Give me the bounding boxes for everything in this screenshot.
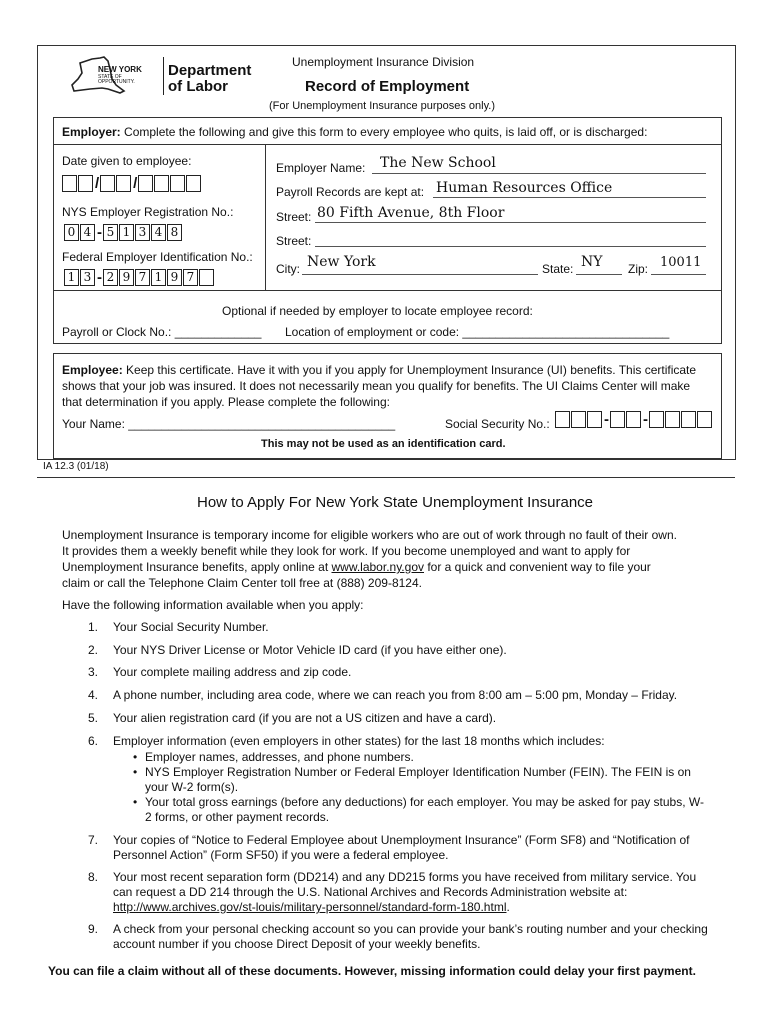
employee-name-field[interactable]: Your Name: ________________________________________ xyxy=(62,417,396,431)
payroll-location-line xyxy=(433,197,706,198)
zip-line xyxy=(651,274,706,275)
fein-digit[interactable]: 1 xyxy=(151,269,166,286)
employer-instruction xyxy=(62,125,647,139)
state-line xyxy=(576,274,622,275)
reg-digit[interactable]: 8 xyxy=(167,224,182,241)
howto-intro-line: Unemployment Insurance benefits, apply online at www.labor.ny.gov for a quick and convenient way to file your xyxy=(62,560,651,574)
zip-label: Zip: xyxy=(628,262,649,276)
fein-digit[interactable] xyxy=(199,269,214,286)
ssn-box[interactable] xyxy=(665,411,680,428)
payroll-location-label: Payroll Records are kept at: xyxy=(276,185,425,199)
fein-digit[interactable]: 1 xyxy=(64,269,79,286)
fein-digit[interactable]: 9 xyxy=(167,269,182,286)
reg-dash: - xyxy=(97,224,102,242)
ssn-box[interactable] xyxy=(649,411,664,428)
howto-intro-line: It provides them a weekly benefit while they look for work. If you become unemployed and want to apply for xyxy=(62,544,631,558)
street-line xyxy=(315,222,706,223)
footer-note: You can file a claim without all of these documents. However, missing information could delay your first payment. xyxy=(48,964,696,978)
street-label: Street: xyxy=(276,210,312,224)
zip-value[interactable]: 10011 xyxy=(660,255,702,270)
howto-title: How to Apply For New York State Unemployment Insurance xyxy=(197,494,594,511)
logo-dept-line-2: of Labor xyxy=(168,78,228,95)
payroll-location-value[interactable]: Human Resources Office xyxy=(436,180,613,196)
optional-note: Optional if needed by employer to locate employee record: xyxy=(222,304,533,318)
fein-digit[interactable]: 2 xyxy=(103,269,118,286)
id-warning: This may not be used as an identification card. xyxy=(261,438,506,450)
fein-label: Federal Employer Identification No.: xyxy=(62,250,253,264)
ssn-box[interactable] xyxy=(587,411,602,428)
date-slash: / xyxy=(95,175,100,193)
ssn-box[interactable] xyxy=(571,411,586,428)
ssn-dash: - xyxy=(604,411,609,429)
city-label: City: xyxy=(276,262,300,276)
fein-digit[interactable]: 3 xyxy=(80,269,95,286)
state-value[interactable]: NY xyxy=(581,254,603,270)
logo-divider xyxy=(163,57,164,95)
date-box[interactable] xyxy=(138,175,153,192)
ssn-box[interactable] xyxy=(681,411,696,428)
ssn-box[interactable] xyxy=(626,411,641,428)
street-2-label: Street: xyxy=(276,234,312,248)
have-info-heading: Have the following information available when you apply: xyxy=(62,598,364,612)
reg-digit[interactable]: 4 xyxy=(151,224,166,241)
date-box[interactable] xyxy=(186,175,201,192)
date-box[interactable] xyxy=(78,175,93,192)
employee-instruction-text: Keep this certificate. Have it with you if you apply for Unemployment Insurance (UI) benefits. This certificate shows that your job was insured. It does not necessarily mean you qualify for benefits. The UI Claims Center will make that determination if you apply. Please complete the following: xyxy=(62,363,697,409)
employer-name-value[interactable]: The New School xyxy=(380,155,496,171)
date-box[interactable] xyxy=(62,175,77,192)
fein-digit[interactable]: 7 xyxy=(183,269,198,286)
date-box[interactable] xyxy=(154,175,169,192)
employee-instruction-bold: Employee: xyxy=(62,363,123,377)
fein-digit[interactable]: 9 xyxy=(119,269,134,286)
form-title: Record of Employment xyxy=(305,78,470,95)
employee-instruction xyxy=(62,362,712,410)
street-value[interactable]: 80 Fifth Avenue, 8th Floor xyxy=(317,205,505,221)
archives-link-line: http://www.archives.gov/st-louis/military-personnel/standard-form-180.html. xyxy=(113,900,510,914)
reg-digit[interactable]: 0 xyxy=(64,224,79,241)
howto-intro xyxy=(62,527,677,591)
division-name: Unemployment Insurance Division xyxy=(292,55,475,69)
howto-intro-line: claim or call the Telephone Claim Center toll free at (888) 209-8124. xyxy=(62,576,422,590)
logo-tagline-1: STATE OF xyxy=(98,74,122,80)
ssn-field[interactable] xyxy=(555,411,713,429)
street-2-line[interactable] xyxy=(315,246,706,247)
ssn-label: Social Security No.: xyxy=(445,417,550,431)
ssn-dash: - xyxy=(643,411,648,429)
date-given-field[interactable] xyxy=(62,175,202,193)
employer-name-line xyxy=(372,173,706,174)
registration-number-field[interactable] xyxy=(64,224,183,242)
date-box[interactable] xyxy=(116,175,131,192)
reg-digit[interactable]: 3 xyxy=(135,224,150,241)
date-slash: / xyxy=(133,175,138,193)
employer-column-divider xyxy=(265,145,266,290)
archives-link[interactable]: http://www.archives.gov/st-louis/military-personnel/standard-form-180.html xyxy=(113,900,507,914)
ssn-box[interactable] xyxy=(610,411,625,428)
employer-name-label: Employer Name: xyxy=(276,161,366,175)
logo-state-name: NEW YORK xyxy=(98,65,142,74)
labor-website-link[interactable]: www.labor.ny.gov xyxy=(331,560,424,574)
form-subtitle: (For Unemployment Insurance purposes only.) xyxy=(269,100,496,112)
date-box[interactable] xyxy=(100,175,115,192)
logo-dept-line-1: Department xyxy=(168,62,252,79)
form-bottom-rule xyxy=(37,477,735,478)
reg-digit[interactable]: 5 xyxy=(103,224,118,241)
fein-digit[interactable]: 7 xyxy=(135,269,150,286)
ssn-box[interactable] xyxy=(697,411,712,428)
reg-digit[interactable]: 1 xyxy=(119,224,134,241)
city-value[interactable]: New York xyxy=(307,254,376,270)
fein-field[interactable] xyxy=(64,269,215,287)
date-given-label: Date given to employee: xyxy=(62,154,192,168)
location-code-field[interactable]: Location of employment or code: _______________________________ xyxy=(285,325,670,339)
employer-optional-divider xyxy=(53,290,722,291)
employer-instruction-text: Complete the following and give this form to every employee who quits, is laid off, or is discharged: xyxy=(124,125,648,139)
nys-dol-logo xyxy=(70,55,255,105)
state-label: State: xyxy=(542,262,574,276)
city-line xyxy=(302,274,538,275)
howto-intro-line: Unemployment Insurance is temporary income for eligible workers who are out of work through no fault of their own. xyxy=(62,528,677,542)
ssn-box[interactable] xyxy=(555,411,570,428)
date-box[interactable] xyxy=(170,175,185,192)
form-code: IA 12.3 (01/18) xyxy=(43,461,109,472)
logo-tagline-2: OPPORTUNITY. xyxy=(98,79,135,85)
payroll-clock-field[interactable]: Payroll or Clock No.: _____________ xyxy=(62,325,262,339)
employer-instruction-bold: Employer: xyxy=(62,125,121,139)
reg-digit[interactable]: 4 xyxy=(80,224,95,241)
registration-label: NYS Employer Registration No.: xyxy=(62,205,234,219)
fein-dash: - xyxy=(97,269,102,287)
